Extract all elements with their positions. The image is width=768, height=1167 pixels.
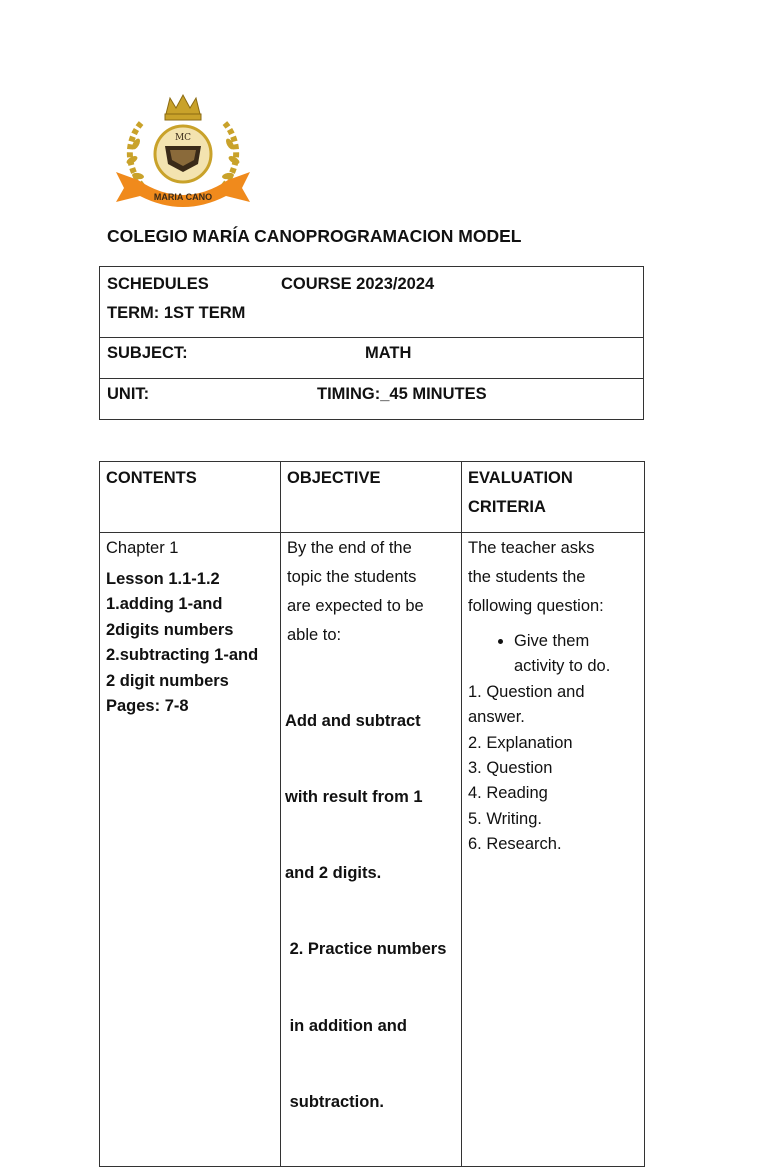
bullet-line: • Give them bbox=[514, 632, 590, 650]
course-label: COURSE 2023/2024 bbox=[281, 275, 435, 293]
objective-line: By the end of the bbox=[287, 539, 412, 557]
evaluation-item: answer. bbox=[468, 708, 525, 727]
header-objective-text: OBJECTIVE bbox=[287, 469, 381, 487]
lesson-lines bbox=[106, 567, 274, 719]
header-evaluation bbox=[462, 462, 645, 533]
timing-label: TIMING:_45 MINUTES bbox=[317, 385, 487, 403]
objective-intro bbox=[287, 534, 455, 650]
objective-line: able to: bbox=[287, 626, 342, 644]
evaluation-item: 1. Question and bbox=[468, 682, 585, 701]
term-label: TERM: 1ST TERM bbox=[107, 304, 246, 322]
info-row-subject bbox=[100, 338, 644, 379]
cell-evaluation bbox=[462, 533, 645, 1167]
school-logo bbox=[108, 92, 258, 210]
unit-label: UNIT: bbox=[107, 385, 150, 403]
evaluation-item: 3. Question bbox=[468, 759, 553, 778]
document-heading: COLEGIO MARÍA CANOPROGRAMACION MODEL bbox=[107, 226, 522, 246]
objective-bold-line: with result from 1 bbox=[285, 788, 423, 807]
evaluation-line: following question: bbox=[468, 597, 604, 615]
info-table bbox=[99, 266, 644, 420]
evaluation-items bbox=[468, 680, 638, 858]
objective-bold-line: and 2 digits. bbox=[285, 864, 382, 883]
cell-objective bbox=[281, 533, 462, 1167]
contents-line: Pages: 7-8 bbox=[106, 697, 189, 716]
evaluation-item: 2. Explanation bbox=[468, 733, 573, 752]
objective-line: are expected to be bbox=[287, 597, 424, 615]
header-contents bbox=[100, 462, 281, 533]
evaluation-intro bbox=[468, 534, 638, 621]
evaluation-line: the students the bbox=[468, 568, 586, 586]
evaluation-bullets bbox=[468, 629, 638, 680]
objective-bold-line: Add and subtract bbox=[285, 711, 421, 730]
lesson-table bbox=[99, 461, 645, 1167]
evaluation-bullet bbox=[514, 629, 638, 680]
contents-line: Lesson 1.1-1.2 bbox=[106, 570, 220, 588]
contents-line: 2.subtracting 1-and bbox=[106, 646, 259, 665]
objective-bold-line: 2. Practice numbers bbox=[285, 940, 447, 959]
contents-line: 1.adding 1-and bbox=[106, 595, 223, 614]
subject-label: SUBJECT: bbox=[107, 344, 188, 362]
contents-line: 2digits numbers bbox=[106, 620, 234, 639]
contents-line: 2 digit numbers bbox=[106, 671, 229, 690]
logo-ribbon-text: MARIA CANO bbox=[153, 192, 213, 202]
schedules-label: SCHEDULES bbox=[107, 275, 209, 293]
header-objective bbox=[281, 462, 462, 533]
chapter-label: Chapter 1 bbox=[106, 539, 179, 557]
header-evaluation-line1: EVALUATION bbox=[468, 469, 573, 487]
objective-bold-line: subtraction. bbox=[285, 1092, 385, 1111]
header-contents-text: CONTENTS bbox=[106, 469, 197, 487]
objective-bold-line: in addition and bbox=[285, 1016, 407, 1035]
objective-bold bbox=[285, 658, 455, 1166]
subject-value: MATH bbox=[365, 344, 412, 362]
evaluation-item: 6. Research. bbox=[468, 835, 562, 854]
cell-contents bbox=[100, 533, 281, 1167]
info-row-schedules bbox=[100, 267, 644, 338]
bullet-line: activity to do. bbox=[514, 657, 611, 676]
evaluation-item: 4. Reading bbox=[468, 784, 548, 803]
evaluation-line: The teacher asks bbox=[468, 539, 595, 557]
header-evaluation-line2: CRITERIA bbox=[468, 498, 546, 516]
evaluation-item: 5. Writing. bbox=[468, 809, 542, 828]
objective-line: topic the students bbox=[287, 568, 417, 586]
info-row-unit bbox=[100, 379, 644, 420]
svg-text:MC: MC bbox=[174, 133, 192, 143]
